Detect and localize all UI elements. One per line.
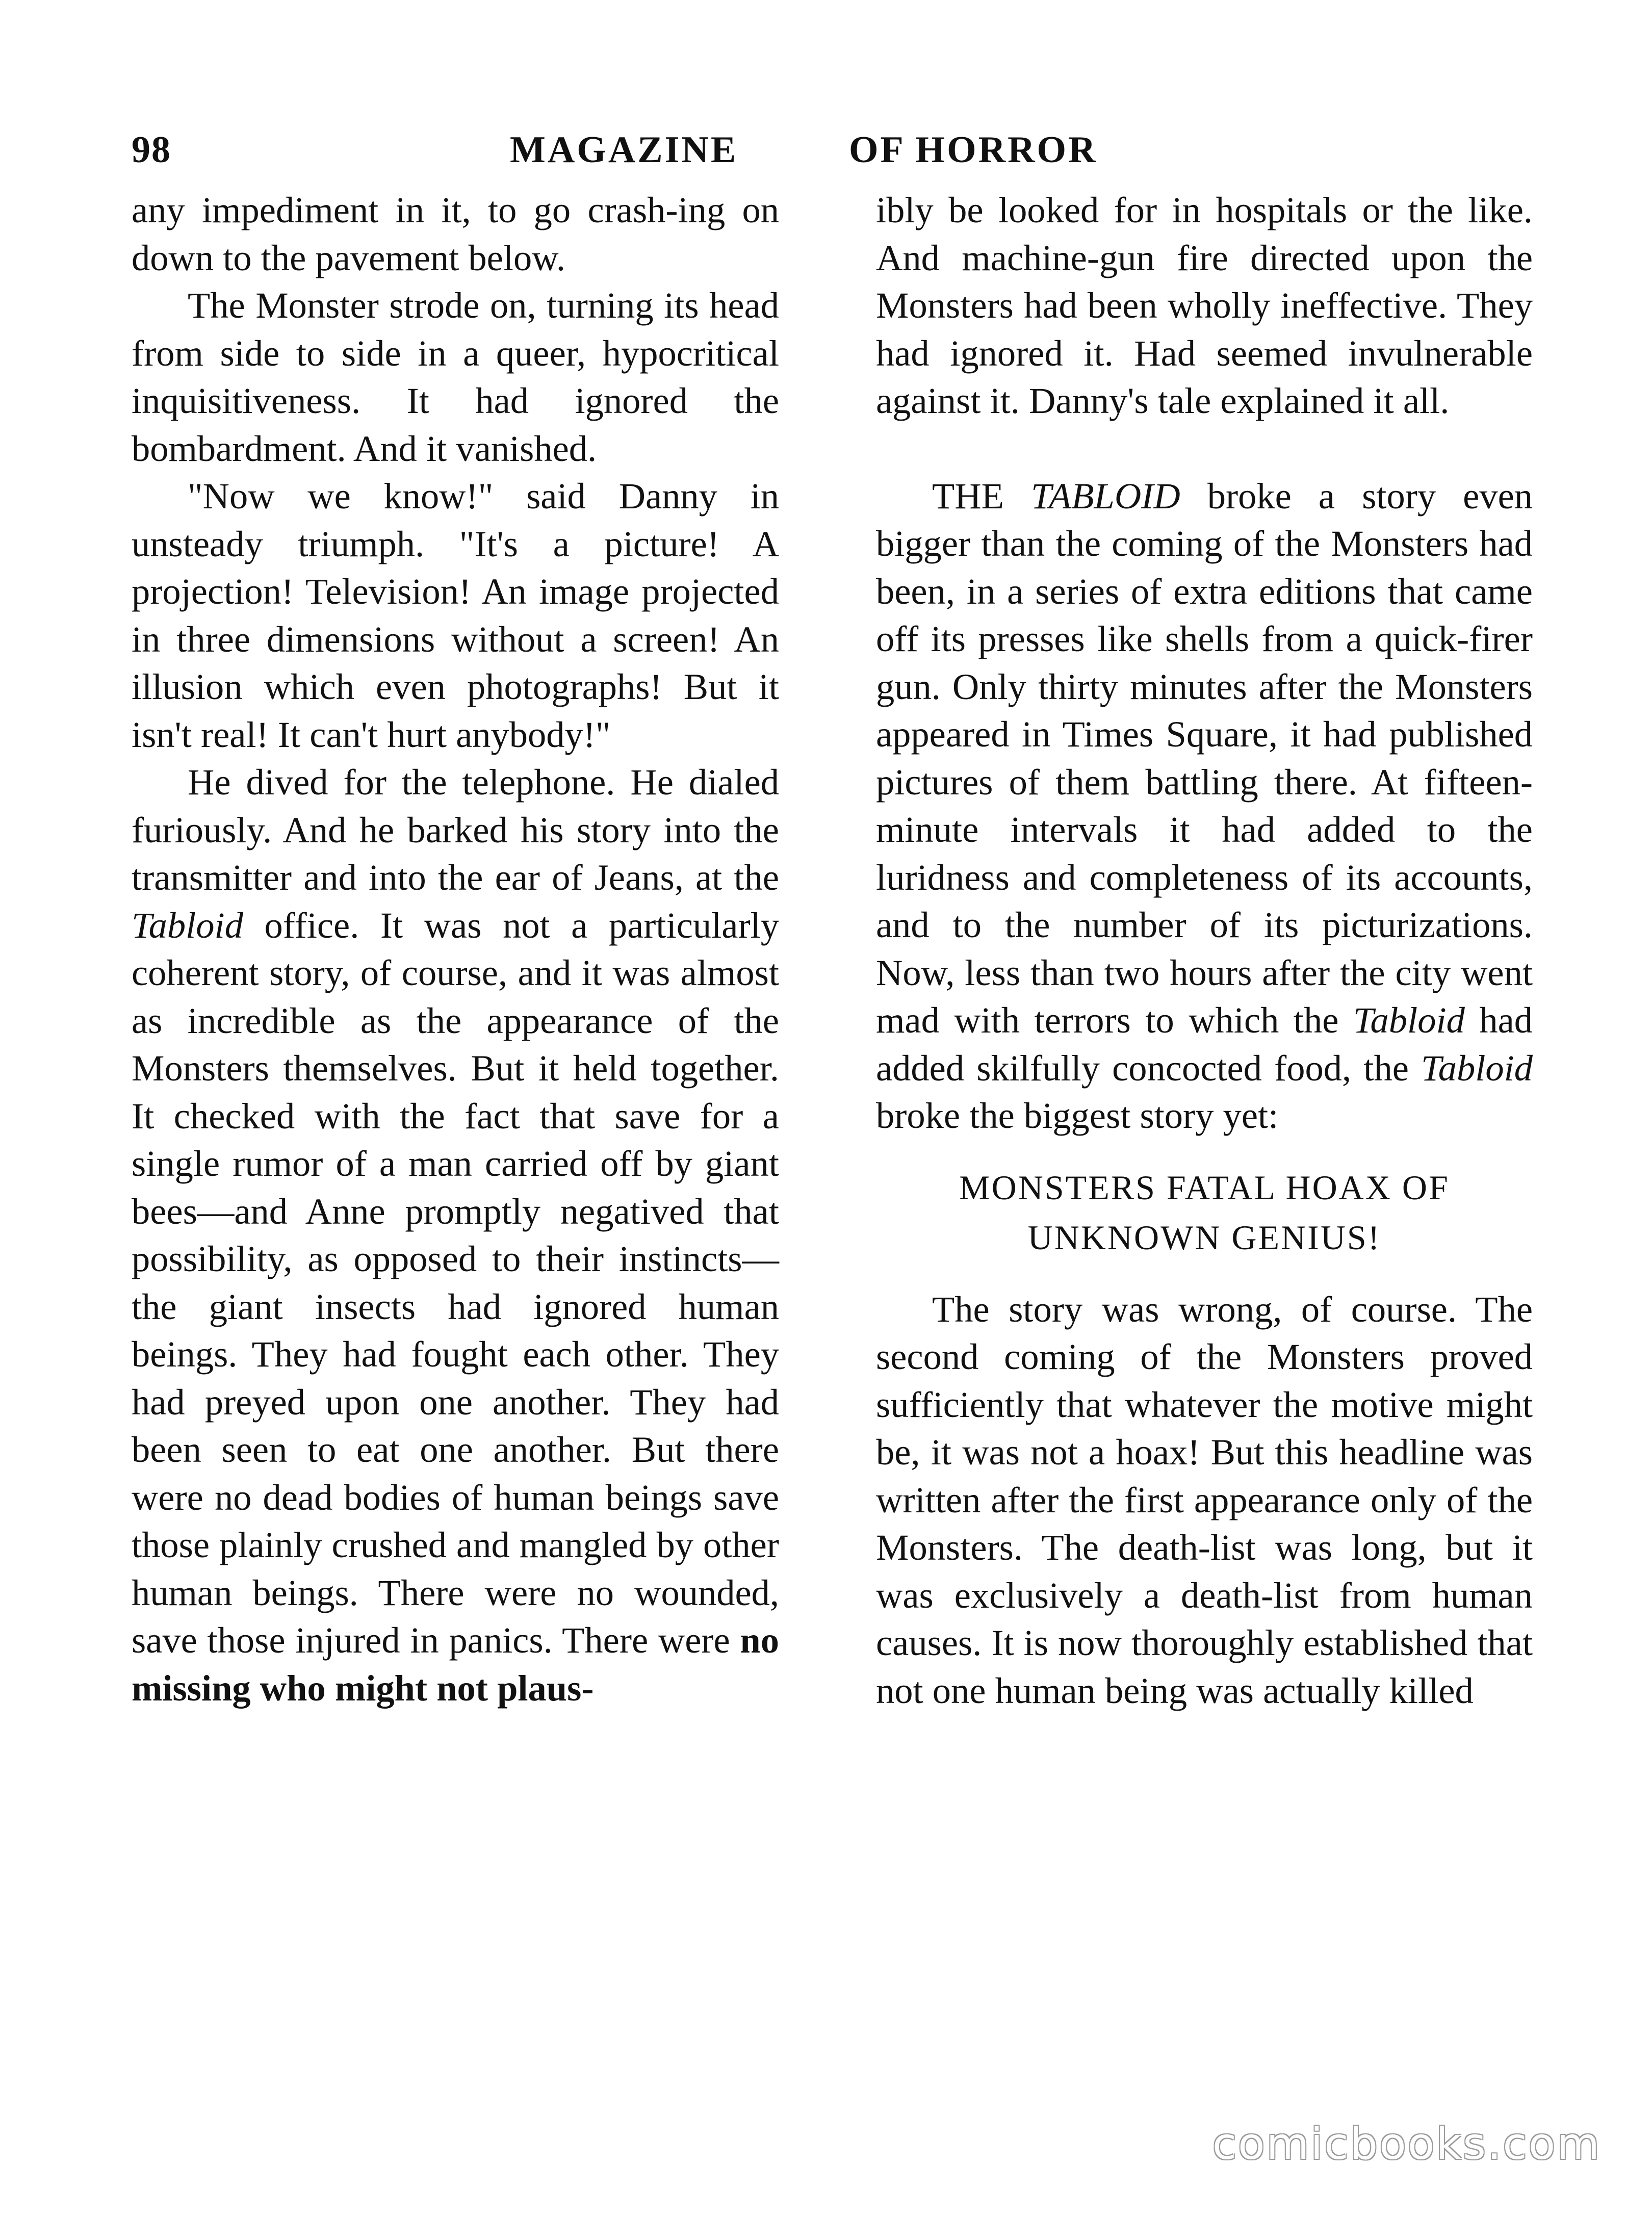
- paragraph-text: broke a story even bigger than the coming of the Monsters had been, in a series of extra editions that came off its presses like shells from a quick-firer gun. Only thirty minutes after the Monsters appeared in Times Square, it had published pictures of them battling there. At fifteen-minute intervals it had added to the luridness and completeness of its accounts, and to the number of its picturizations. Now, less than two hours after the city went mad with terrors to which the: [876, 475, 1533, 1041]
- watermark: comicbooks.com: [1212, 2119, 1601, 2170]
- paragraph: "Now we know!" said Danny in unsteady triumph. "It's a picture! A projection! Television! An image projected in three dimensions without a screen! An illusion which even photographs! But it isn't real! It can't hurt anybody!": [132, 475, 779, 755]
- running-head-magazine: MAGAZINE: [510, 129, 738, 171]
- bold-line: no missing who might not plaus-: [132, 1619, 779, 1709]
- paragraph: ibly be looked for in hospitals or the like. And machine-gun fire directed upon the Monsters had been wholly ineffective. They had ignored it. Had seemed invulnerable against it. Danny's tale explained it all.: [876, 189, 1533, 421]
- paragraph-text: had added skilfully concocted food, the: [876, 999, 1533, 1089]
- paragraph: [876, 472, 1533, 1140]
- paragraph-text: broke the biggest story yet:: [876, 1095, 1279, 1136]
- tabloid-italic: TABLOID: [1030, 475, 1180, 517]
- paragraph: any impediment in it, to go crash-ing on down to the pavement below.: [132, 189, 779, 278]
- paragraph-text: office. It was not a particularly coherent story, of course, and it was almost as incredible as the appearance of the Monsters themselves. But it held together. It checked with the fact that save for a single rumor of a man carried off by giant bees—and Anne promptly negatived that possibility, as opposed to their instincts—the giant insects had ignored human beings. They had fought each other. They had preyed upon one another. They had been seen to eat one another. But there were no dead bodies of human beings save those plainly crushed and mangled by other human beings. There were no wounded, save those injured in panics. There were: [132, 904, 779, 1661]
- running-head-of-horror: OF HORROR: [849, 129, 1098, 171]
- paragraph: [132, 758, 779, 1712]
- headline-line: MONSTERS FATAL HOAX OF: [959, 1168, 1450, 1207]
- right-column: [876, 186, 1533, 1714]
- paragraph: The story was wrong, of course. The second coming of the Monsters proved sufficiently that whatever the motive might be, it was not a hoax! But this headline was written after the first appearance only of the Monsters. The death-list was long, but it was exclusively a death-list from human causes. It is now thoroughly established that not one human being was actually killed: [876, 1288, 1533, 1711]
- left-column: [132, 186, 779, 1712]
- paragraph-text: THE: [932, 475, 1031, 517]
- paragraph-text: He dived for the telephone. He dialed furiously. And he barked his story into the transmitter and into the ear of Jeans, at the: [132, 761, 779, 898]
- paragraph: The Monster strode on, turning its head from side to side in a queer, hypocritical inquisitiveness. It had ignored the bombardment. And it vanished.: [132, 285, 779, 469]
- tabloid-italic: Tabloid: [132, 904, 243, 946]
- page-number: 98: [132, 129, 171, 171]
- tabloid-italic: Tabloid: [1421, 1047, 1533, 1089]
- headline-line: UNKNOWN GENIUS!: [1027, 1218, 1381, 1257]
- newspaper-headline: [876, 1163, 1533, 1262]
- tabloid-italic: Tabloid: [1353, 999, 1465, 1041]
